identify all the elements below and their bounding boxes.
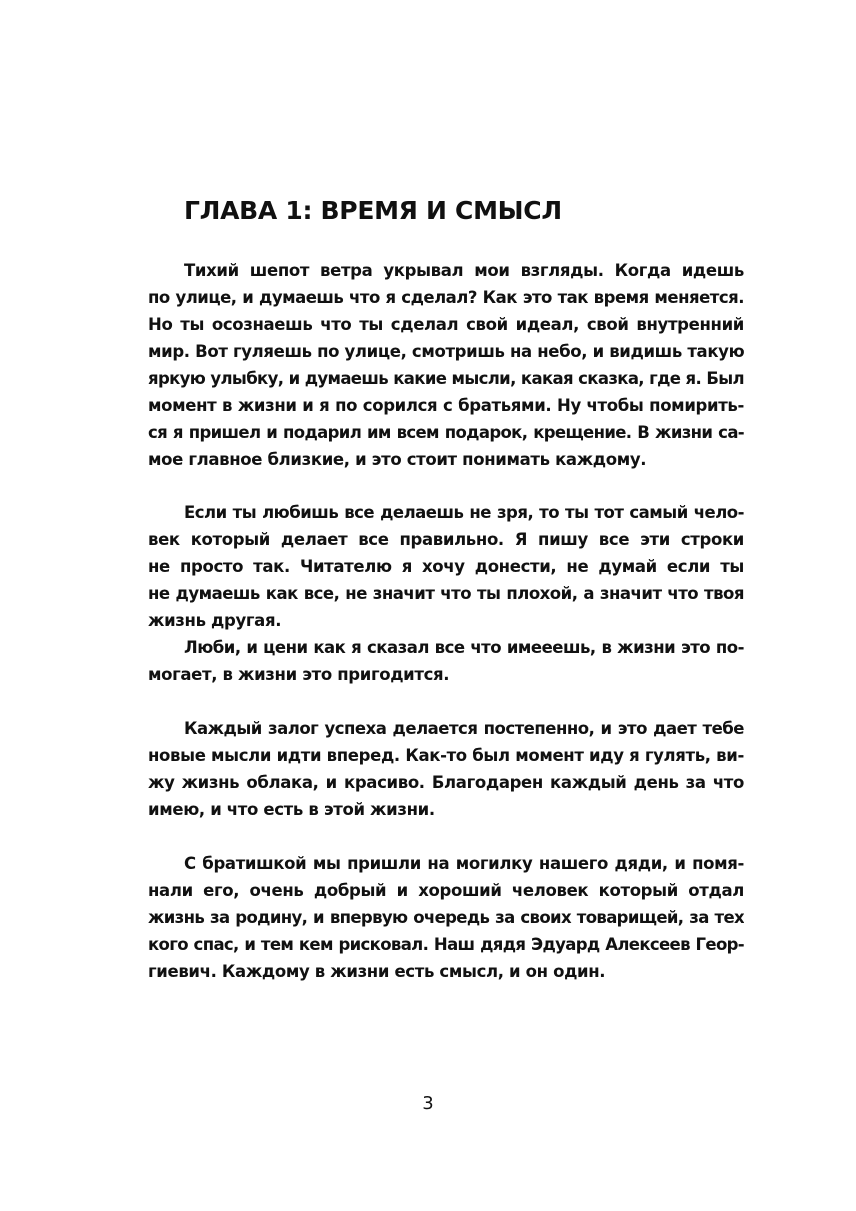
text-line: Каждый залог успеха делается постепенно, и это дает тебе: [184, 719, 744, 738]
text-line: гиевич. Каждому в жизни есть смысл, и он один.: [148, 962, 606, 981]
text-line: Но ты осознаешь что ты сделал свой идеал, свой внутренний: [148, 315, 744, 334]
text-line: Тихий шепот ветра укрывал мои взгляды. Когда идешь: [184, 261, 744, 280]
text-line: новые мысли идти вперед. Как-то был момент иду я гулять, ви-: [148, 746, 744, 765]
text-line: не думаешь как все, не значит что ты плохой, а значит что твоя: [148, 584, 744, 603]
text-line: кого спас, и тем кем рисковал. Наш дядя Эдуард Алексеев Геор-: [148, 935, 744, 954]
text-line: нали его, очень добрый и хороший человек который отдал: [148, 881, 744, 900]
text-line: Люби, и цени как я сказал все что имееешь, в жизни это по-: [184, 638, 744, 657]
text-line: мир. Вот гуляешь по улице, смотришь на небо, и видишь такую: [148, 342, 744, 361]
text-line: ся я пришел и подарил им всем подарок, крещение. В жизни са-: [148, 423, 744, 442]
text-line: жу жизнь облака, и красиво. Благодарен каждый день за что: [148, 773, 744, 792]
text-line: не просто так. Читателю я хочу донести, не думай если ты: [148, 557, 744, 576]
text-line: Если ты любишь все делаешь не зря, то ты тот самый чело-: [184, 503, 744, 522]
text-line: жизнь другая.: [148, 611, 282, 630]
text-line: мое главное близкие, и это стоит понимать каждому.: [148, 450, 647, 469]
text-line: момент в жизни и я по сорился с братьями. Ну чтобы помирить-: [148, 396, 744, 415]
text-line: яркую улыбку, и думаешь какие мысли, какая сказка, где я. Был: [148, 369, 744, 388]
text-line: жизнь за родину, и впервую очередь за своих товарищей, за тех: [148, 908, 744, 927]
text-line: могает, в жизни это пригодится.: [148, 665, 450, 684]
text-line: век который делает все правильно. Я пишу все эти строки: [148, 530, 744, 549]
text-line: С братишкой мы пришли на могилку нашего дяди, и помя-: [184, 854, 744, 873]
page-number: 3: [422, 1093, 434, 1114]
text-line: имею, и что есть в этой жизни.: [148, 800, 435, 819]
chapter-title: ГЛАВА 1: ВРЕМЯ И СМЫСЛ: [184, 196, 562, 225]
text-line: по улице, и думаешь что я сделал? Как это так время меняется.: [148, 288, 744, 307]
